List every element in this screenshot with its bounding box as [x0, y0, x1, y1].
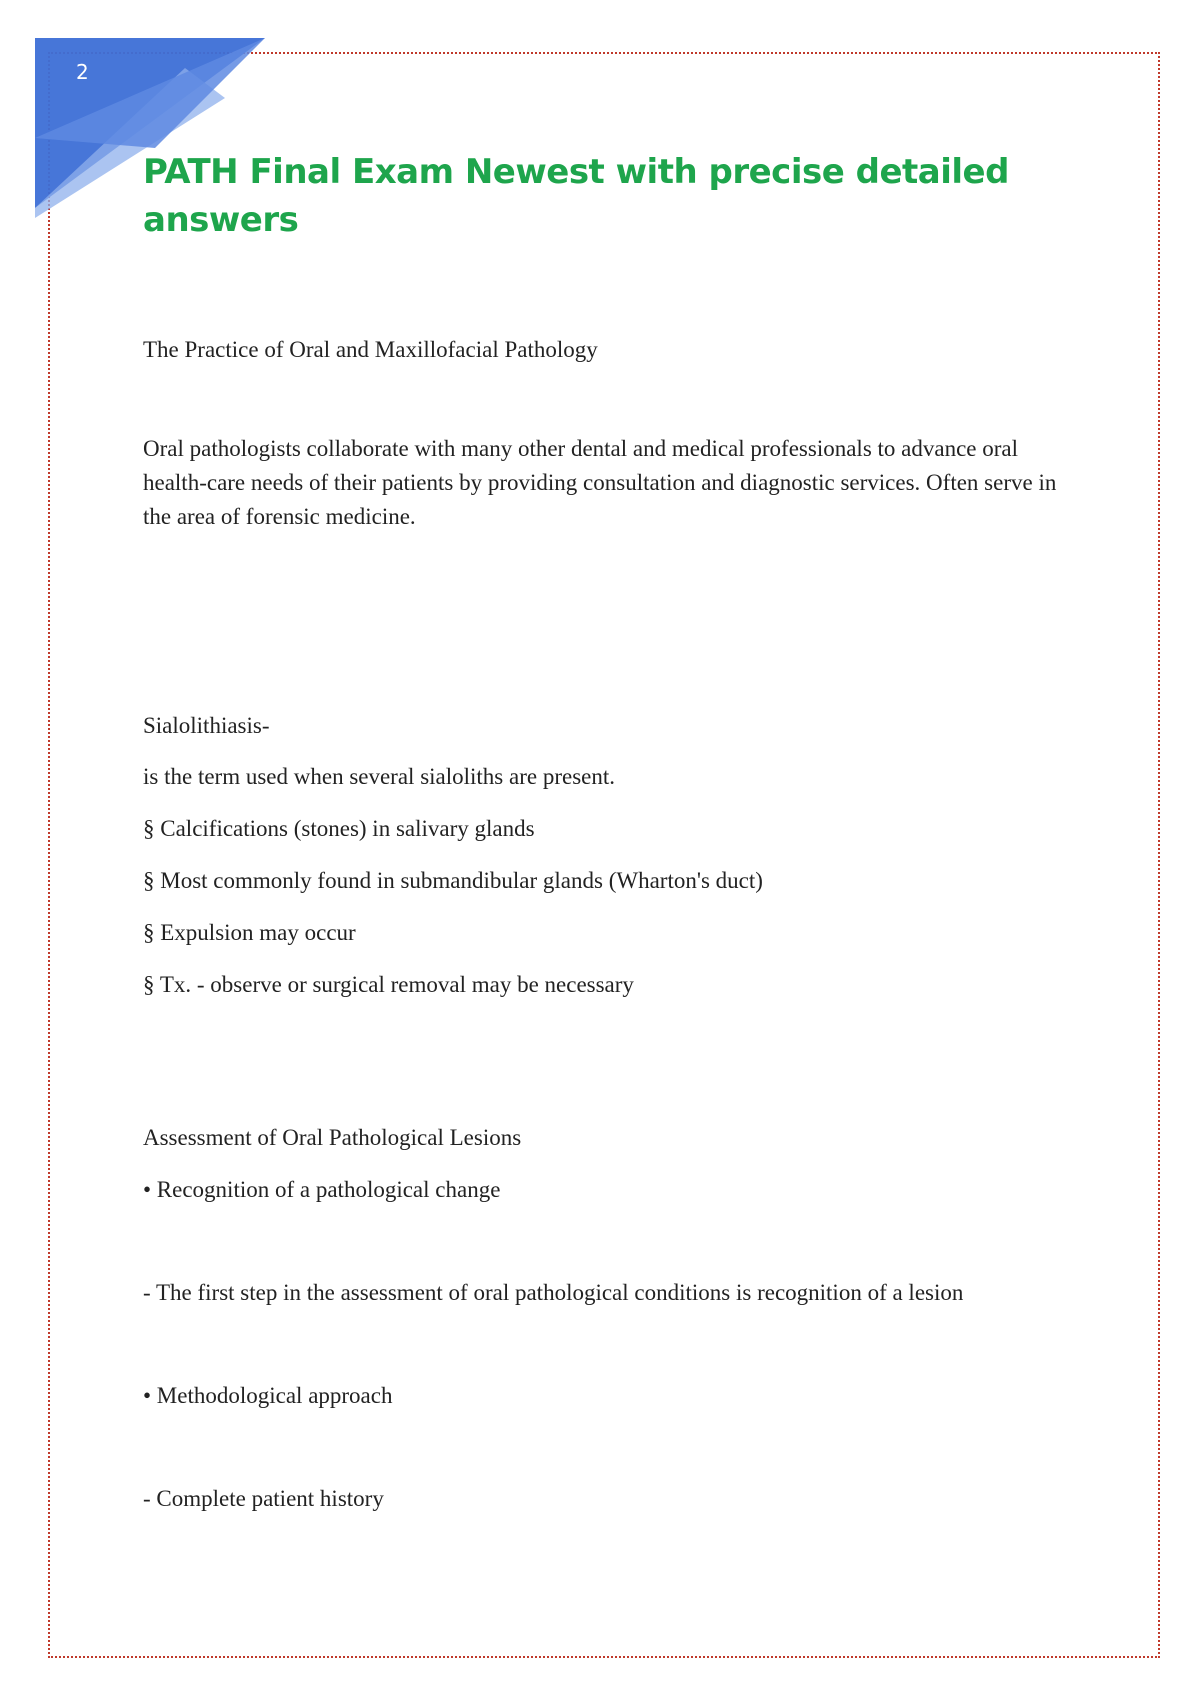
list-item: • Recognition of a pathological change — [143, 1177, 501, 1202]
page-border — [48, 52, 1160, 1658]
page-number: 2 — [76, 60, 89, 84]
list-item: § Most commonly found in submandibular glands (Wharton's duct) — [143, 868, 763, 893]
page-title: PATH Final Exam Newest with precise detailed answers — [143, 152, 1009, 240]
list-item: § Calcifications (stones) in salivary glands — [143, 816, 535, 841]
list-item: § Expulsion may occur — [143, 920, 356, 945]
list-item: - Complete patient history — [143, 1486, 384, 1511]
paragraph-practice: Oral pathologists collaborate with many other dental and medical professionals to advance oral health-care needs of their patients by providing consultation and diagnostic services. Often serve in the area of forensic medicine. — [143, 436, 1057, 529]
section-heading-assessment: Assessment of Oral Pathological Lesions — [143, 1125, 522, 1150]
section-heading-practice: The Practice of Oral and Maxillofacial Pathology — [143, 337, 598, 362]
section-heading-sialolithiasis: Sialolithiasis- — [143, 713, 270, 738]
list-item: - The first step in the assessment of oral pathological conditions is recognition of a lesion — [143, 1280, 964, 1305]
list-item: • Methodological approach — [143, 1383, 393, 1408]
list-item: is the term used when several sialoliths are present. — [143, 764, 615, 789]
list-item: § Tx. - observe or surgical removal may be necessary — [143, 972, 634, 997]
